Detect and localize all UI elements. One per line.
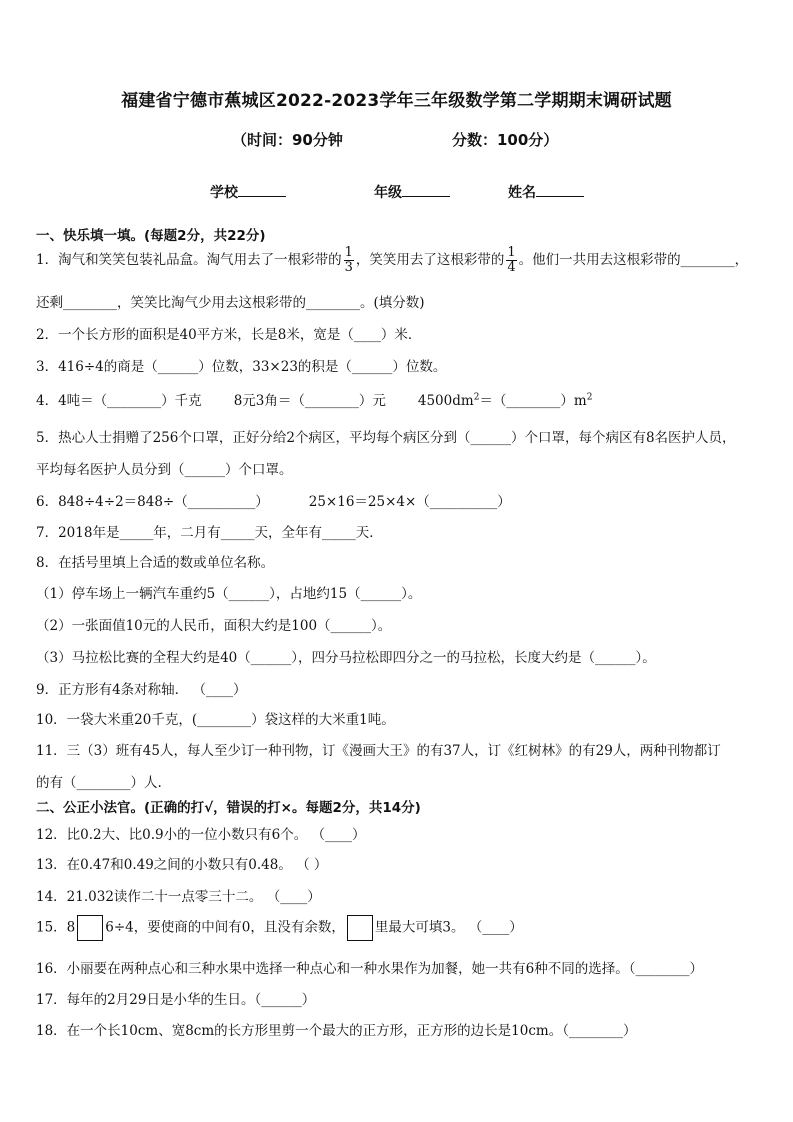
question-2: 2．一个长方形的面积是40平方米，长是8米，宽是（____）米．	[36, 327, 422, 343]
q4-sup-2: 2	[586, 392, 593, 403]
question-5-line-2: 平均每名医护人员分到（______）个口罩。	[36, 462, 293, 478]
exam-score: 分数：100分）	[452, 131, 559, 149]
q15-text-b: 6÷4，要使商的中间有0，且没有余数，	[105, 919, 345, 936]
answer-box	[77, 915, 103, 941]
question-8: 8．在括号里填上合适的数或单位名称。	[36, 555, 275, 571]
school-label: 学校	[210, 185, 238, 201]
exam-time: （时间：90分钟	[232, 131, 343, 149]
question-8-sub-1: （1）停车场上一辆汽车重约5（______），占地约15（______）。	[36, 586, 422, 602]
school-field	[210, 182, 286, 202]
question-17: 17．每年的2月29日是小华的生日。（______）	[36, 992, 316, 1008]
question-15	[36, 915, 523, 941]
q4-part-b: 8元3角＝（________）元	[233, 393, 386, 409]
q4-sup-1: 2	[473, 392, 480, 403]
question-11-line-2: 的有（________）人.	[36, 775, 162, 791]
q1-text-c: 。他们一共用去这根彩带的________，	[518, 252, 749, 268]
question-6	[36, 490, 511, 510]
q6-part-b: 25×16＝25×4×（__________）	[308, 494, 511, 510]
question-12: 12．比0.2大、比0.9小的一位小数只有6个。 （____）	[36, 827, 366, 843]
question-4	[36, 389, 592, 409]
question-10: 10．一袋大米重20千克，(________）袋这样的大米重1吨。	[36, 712, 395, 728]
question-13: 13．在0.47和0.49之间的小数只有0.48。 （ ）	[36, 857, 328, 873]
q1-text-a: 1．淘气和笑笑包装礼品盒。淘气用去了一根彩带的	[36, 252, 342, 268]
question-3: 3．416÷4的商是（______）位数，33×23的积是（______）位数。	[36, 359, 447, 375]
q4-part-a: 4．4吨＝（________）千克	[36, 393, 202, 409]
q6-part-a: 6．848÷4÷2＝848÷（__________）	[36, 494, 269, 510]
question-14: 14．21.032读作二十一点零三十二。 （____）	[36, 889, 321, 905]
question-11: 11．三（3）班有45人，每人至少订一种刊物，订《漫画大王》的有37人，订《红树林》的有29人，两种刊物都订	[36, 743, 721, 759]
q15-text-c: 里最大可填3。 （____）	[374, 919, 523, 936]
frac2-numerator: 1	[507, 245, 516, 260]
q1-text-b: ，笑笑用去了这根彩带的	[355, 252, 505, 268]
question-18: 18．在一个长10cm、宽8cm的长方形里剪一个最大的正方形，正方形的边长是10cm。（________）	[36, 1023, 637, 1039]
page-title: 福建省宁德市蕉城区2022-2023学年三年级数学第二学期期末调研试题	[121, 91, 672, 111]
question-1-line-2: 还剩________，笑笑比淘气少用去这根彩带的________。(填分数)	[36, 295, 425, 311]
question-8-sub-2: （2）一张面值10元的人民币，面积大约是100（______）。	[36, 618, 392, 634]
question-9: 9．正方形有4条对称轴． （____）	[36, 682, 247, 698]
question-16: 16．小丽要在两种点心和三种水果中选择一种点心和一种水果作为加餐，她一共有6种不同的选择。（________）	[36, 961, 704, 977]
frac1-denominator: 3	[344, 260, 353, 275]
grade-field	[374, 182, 450, 202]
section-2-heading: 二、公正小法官。(正确的打√，错误的打×。每题2分，共14分)	[36, 800, 421, 816]
question-1	[36, 246, 748, 275]
question-5: 5．热心人士捐赠了256个口罩，正好分给2个病区，平均每个病区分到（______）个口罩，每个病区有8名医护人员，	[36, 430, 736, 446]
name-label: 姓名	[508, 185, 536, 201]
section-1-heading: 一、快乐填一填。(每题2分，共22分)	[36, 228, 266, 244]
q15-text-a: 15．8	[36, 919, 76, 936]
grade-blank	[402, 184, 450, 197]
school-blank	[238, 184, 286, 197]
frac1-numerator: 1	[344, 245, 353, 260]
fraction-one-fourth	[506, 246, 516, 275]
grade-label: 年级	[374, 185, 402, 201]
name-field	[508, 182, 584, 202]
question-8-sub-3: （3）马拉松比赛的全程大约是40（______），四分马拉松即四分之一的马拉松，长度大约是（______）。	[36, 650, 656, 666]
fraction-one-third	[344, 246, 354, 275]
question-7: 7．2018年是_____年，二月有_____天，全年有_____天．	[36, 525, 383, 541]
q4-part-c: 4500dm	[417, 393, 474, 409]
name-blank	[536, 184, 584, 197]
frac2-denominator: 4	[507, 260, 516, 275]
q4-part-d: ＝（________）m	[479, 393, 587, 409]
answer-box-2	[347, 915, 373, 941]
